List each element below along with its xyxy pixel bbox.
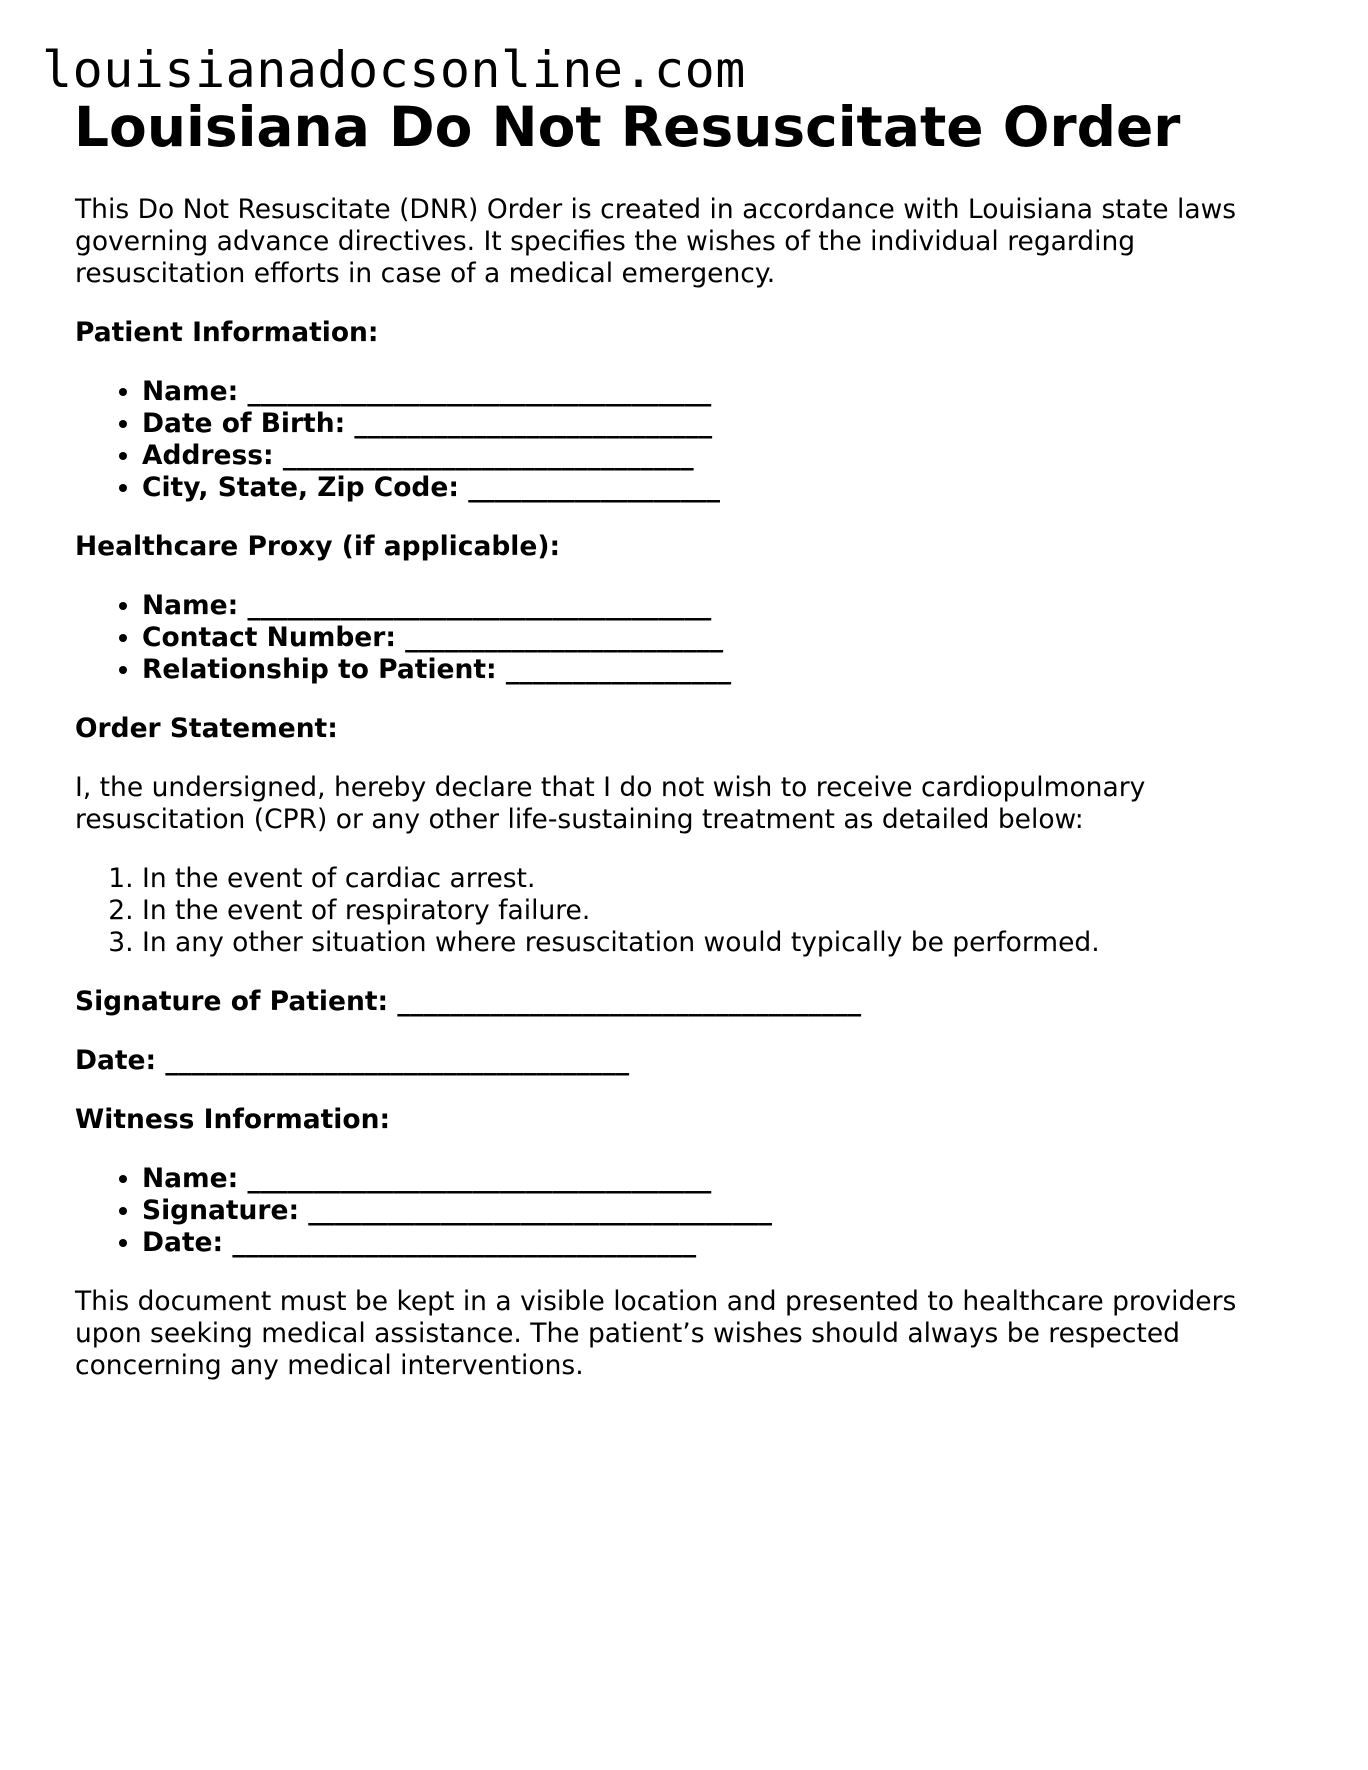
patient-address-field[interactable]: • Address: _______________________________ [142,440,1295,472]
order-condition-item: 1. In the event of cardiac arrest. [142,863,1295,895]
witness-name-field[interactable]: • Name: ___________________________________ [142,1163,1295,1195]
witness-signature-field[interactable]: • Signature: ___________________________________ [142,1195,1295,1227]
patient-name-field[interactable]: • Name: ___________________________________ [142,376,1295,408]
date-field[interactable]: Date: ___________________________________ [75,1045,630,1076]
proxy-contact-number-field[interactable]: • Contact Number: ________________________ [142,622,1295,654]
page-title: Louisiana Do Not Resuscitate Order [74,95,1181,159]
patient-info-heading: Patient Information: [75,317,379,348]
document-body [75,194,1295,1409]
order-conditions-list [75,863,1295,959]
order-condition-item: 3. In any other situation where resuscitation would typically be performed. [142,927,1295,959]
patient-dob-field[interactable]: • Date of Birth: ___________________________ [142,408,1295,440]
proxy-name-field[interactable]: • Name: ___________________________________ [142,590,1295,622]
order-statement-heading: Order Statement: [75,713,338,744]
healthcare-proxy-list [75,590,1295,686]
patient-city-state-zip-field[interactable]: • City, State, Zip Code: ___________________ [142,472,1295,504]
patient-info-list [75,376,1295,504]
patient-signature-field[interactable]: Signature of Patient: ___________________________________ [75,986,862,1017]
healthcare-proxy-heading: Healthcare Proxy (if applicable): [75,531,561,562]
site-watermark: louisianadocsonline.com [42,41,746,99]
witness-info-list [75,1163,1295,1259]
closing-paragraph: This document must be kept in a visible location and presented to healthcare providers upon seeking medical assistance. The patient’s wishes should always be respected concerning any medical interventions. [75,1286,1237,1381]
order-condition-item: 2. In the event of respiratory failure. [142,895,1295,927]
witness-date-field[interactable]: • Date: ___________________________________ [142,1227,1295,1259]
intro-paragraph: This Do Not Resuscitate (DNR) Order is created in accordance with Louisiana state laws governing advance directives. It specifies the wishes of the individual regarding resuscitation efforts in case of a medical emergency. [75,194,1237,289]
order-statement-text: I, the undersigned, hereby declare that I do not wish to receive cardiopulmonary resuscitation (CPR) or any other life-sustaining treatment as detailed below: [75,772,1146,835]
proxy-relationship-field[interactable]: • Relationship to Patient: _________________ [142,654,1295,686]
witness-info-heading: Witness Information: [75,1104,391,1135]
